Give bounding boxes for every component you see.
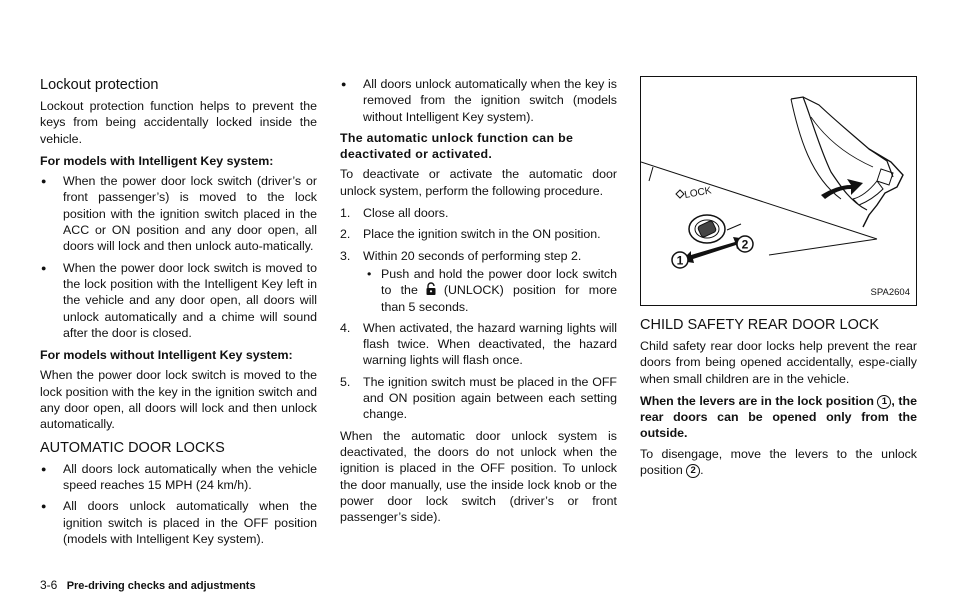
no-intelligent-key-heading: For models without Intelligent Key system:: [40, 348, 293, 363]
child-safety-heading: CHILD SAFETY REAR DOOR LOCK: [640, 317, 880, 333]
step-item: [340, 374, 617, 423]
section-title: Pre-driving checks and adjustments: [66, 580, 256, 592]
callout-2: 2: [741, 237, 749, 252]
callout-1-inline: 1: [877, 395, 891, 409]
door-lock-drawing: [641, 77, 915, 304]
procedure-steps: [340, 205, 617, 423]
step-number: 5.: [340, 374, 351, 389]
intelligent-key-heading: For models with Intelligent Key system:: [40, 153, 274, 168]
deactivate-intro: To deactivate or activate the automatic door unlock system, perform the following procedure.: [340, 167, 617, 198]
column-left: [40, 76, 317, 552]
unlock-icon: [424, 282, 438, 296]
closing-paragraph: When the automatic door unlock system is deactivated, the doors do not unlock when the ignition is placed in the OFF position. To unlock the door manually, use the inside lock knob or the power door lock switch (driver’s or front passenger’s side).: [340, 428, 617, 525]
list-item: ● When the power door lock switch (driver’s or front passenger’s) is moved to the lock position with the ignition switch placed in the ACC or ON position and any door open, all doors will lock and then unlock auto-matically.: [40, 173, 317, 254]
disengage-text-pre: To disengage, move the levers to the unlock position: [640, 446, 917, 478]
callout-2-inline: 2: [686, 464, 700, 478]
column-middle: [340, 76, 617, 531]
step-number: 4.: [340, 320, 351, 335]
disengage-text-post: .: [700, 463, 704, 478]
step-number: 2.: [340, 227, 351, 242]
lock-label: LOCK: [683, 185, 713, 201]
callout-1: 1: [676, 253, 684, 268]
levers-text-pre: When the levers are in the lock position: [640, 393, 874, 408]
lockout-paragraph: Lockout protection function helps to prevent the keys from being accidentally locked inside the vehicle.: [40, 99, 317, 146]
figure-caption: SPA2604: [870, 286, 910, 298]
page-number: 3-6: [40, 578, 58, 592]
child-safety-paragraph: Child safety rear door locks help prevent the rear doors from being opened accidentally, espe-cially when small children are in the vehicle.: [640, 339, 917, 386]
column-right: [640, 76, 917, 484]
sub-step-list: [363, 266, 617, 315]
step-item: [340, 320, 617, 369]
step-number: 1.: [340, 206, 351, 221]
sub-step-item: [363, 266, 617, 315]
step-text: When activated, the hazard warning lights will flash twice. When deactivated, the hazard warning lights will flash once.: [363, 320, 617, 368]
list-item: ● All doors lock automatically when the vehicle speed reaches 15 MPH (24 km/h).: [40, 461, 317, 494]
page-footer: [40, 578, 256, 592]
levers-text-post: , the rear doors can be opened only from the outside.: [640, 393, 917, 441]
step-text: Within 20 seconds of performing step 2.: [363, 248, 582, 263]
automatic-door-locks-heading: AUTOMATIC DOOR LOCKS: [40, 439, 225, 456]
automatic-door-locks-list: [40, 461, 317, 547]
step-number: 3.: [340, 248, 351, 263]
child-lock-illustration: [640, 76, 917, 306]
levers-lock-paragraph: [640, 393, 917, 442]
disengage-paragraph: [640, 446, 917, 479]
deactivate-heading: The automatic unlock function can be deactivated or activated.: [340, 130, 574, 162]
step-item: [340, 205, 617, 221]
step-item: [340, 226, 617, 242]
no-intelligent-key-paragraph: When the power door lock switch is moved to the lock position with the key in the ignition switch and any door open, all doors will lock and then unlock automatically.: [40, 368, 317, 432]
list-item: ● All doors unlock automatically when the ignition switch is placed in the OFF position (models with Intelligent Key system).: [40, 498, 317, 547]
key-removed-list: [340, 76, 617, 125]
step-text: The ignition switch must be placed in the OFF and ON position again between each setting change.: [363, 374, 617, 422]
list-item: ● All doors unlock automatically when the key is removed from the ignition switch (models without Intelligent Key system).: [340, 76, 617, 125]
sub-step-text-pre: Push and hold the power door lock switch to the: [381, 266, 617, 298]
intelligent-key-list: [40, 173, 317, 341]
list-item: ● When the power door lock switch is moved to the lock position with the Intelligent Key left in the vehicle and any door open, all doors will unlock automatically and a chime will sound after the door is closed.: [40, 260, 317, 341]
sub-step-text-post: (UNLOCK) position for more than 5 seconds.: [381, 283, 617, 314]
lockout-heading: Lockout protection: [40, 77, 159, 93]
step-item: [340, 248, 617, 315]
step-text: Close all doors.: [363, 206, 449, 221]
step-text: Place the ignition switch in the ON position.: [363, 227, 601, 242]
